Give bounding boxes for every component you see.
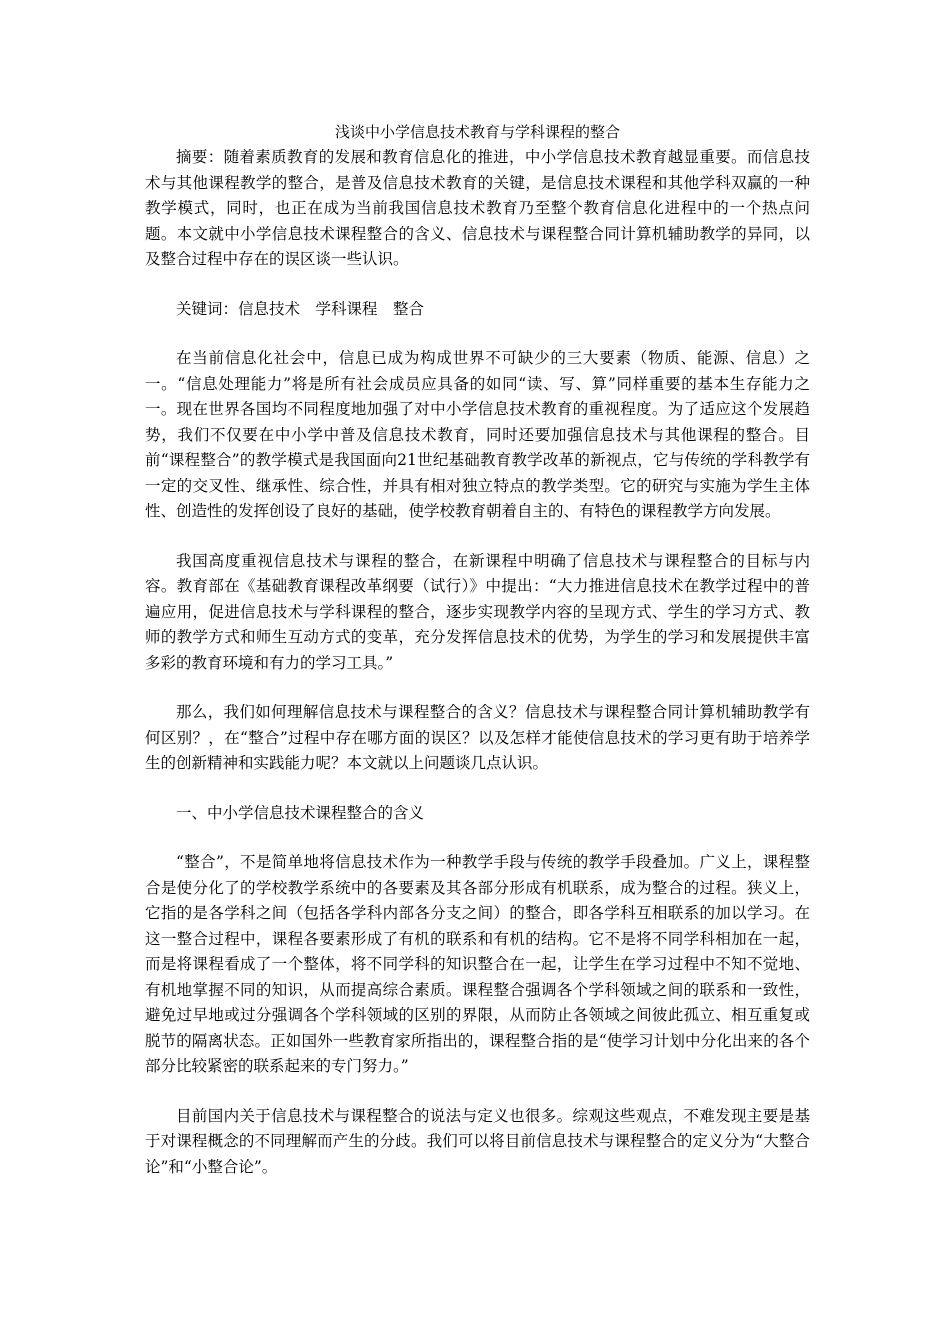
document-title: 浅谈中小学信息技术教育与学科课程的整合 [334, 123, 620, 141]
body-paragraph: “整合”，不是简单地将信息技术作为一种教学手段与传统的教学手段叠加。广义上，课程整合是使分化了的学校教学系统中的各要素及其各部分形成有机联系，成为整合的过程。狭义上，它指的是各学科之间（包括各学科内部各分支之间）的整合，即各学科互相联系的加以学习。在这一整合过程中，课程各要素形成了有机的联系和有机的结构。它不是将不同学科相加在一起，而是将课程看成了一个整体，将不同学科的知识整合在一起，让学生在学习过程中不知不觉地、有机地掌握不同的知识，从而提高综合素质。课程整合强调各个学科领域之间的联系和一致性，避免过早地或过分强调各个学科领域的区别的界限，从而防止各领域之间彼此孤立、相互重复或脱节的隔离状态。正如国外一些教育家所指出的，课程整合指的是“使学习计划中分化出来的各个部分比较紧密的联系起来的专门努力。” [145, 853, 810, 1075]
document-page [145, 120, 810, 1180]
body-paragraph: 目前国内关于信息技术与课程整合的说法与定义也很多。综观这些观点，不难发现主要是基于对课程概念的不同理解而产生的分歧。我们可以将目前信息技术与课程整合的定义分为“大整合论”和“小整合论”。 [145, 1106, 810, 1176]
keywords-line: 关键词：信息技术 学科课程 整合 [176, 299, 425, 318]
section-heading: 一、中小学信息技术课程整合的含义 [176, 803, 425, 822]
body-paragraph: 那么，我们如何理解信息技术与课程整合的含义？信息技术与课程整合同计算机辅助教学有何区别？，在“整合”过程中存在哪方面的误区？以及怎样才能使信息技术的学习更有助于培养学生的创新精神和实践能力呢？本文就以上问题谈几点认识。 [145, 703, 810, 772]
body-paragraph: 我国高度重视信息技术与课程的整合，在新课程中明确了信息技术与课程整合的目标与内容。教育部在《基础教育课程改革纲要（试行）》中提出：“大力推进信息技术在教学过程中的普遍应用，促进信息技术与学科课程的整合，逐步实现教学内容的呈现方式、学生的学习方式、教师的教学方式和师生互动方式的变革，充分发挥信息技术的优势，为学生的学习和发展提供丰富多彩的教育环境和有力的学习工具。” [145, 551, 810, 672]
body-paragraph: 在当前信息化社会中，信息已成为构成世界不可缺少的三大要素（物质、能源、信息）之一。“信息处理能力”将是所有社会成员应具备的如同“读、写、算”同样重要的基本生存能力之一。现在世界各国均不同程度地加强了对中小学信息技术教育的重视程度。为了适应这个发展趋势，我们不仅要在中小学中普及信息技术教育，同时还要加强信息技术与其他课程的整合。目前“课程整合”的教学模式是我国面向21世纪基础教育教学改革的新视点，它与传统的学科教学有一定的交叉性、继承性、综合性，并具有相对独立特点的教学类型。它的研究与实施为学生主体性、创造性的发挥创设了良好的基础，使学校教育朝着自主的、有特色的课程教学方向发展。 [145, 349, 810, 520]
abstract-paragraph: 摘要：随着素质教育的发展和教育信息化的推进，中小学信息技术教育越显重要。而信息技术与其他课程教学的整合，是普及信息技术教育的关键，是信息技术课程和其他学科双赢的一种教学模式，同时，也正在成为当前我国信息技术教育乃至整个教育信息化进程中的一个热点问题。本文就中小学信息技术课程整合的含义、信息技术与课程整合同计算机辅助教学的异同，以及整合过程中存在的误区谈一些认识。 [145, 148, 810, 268]
